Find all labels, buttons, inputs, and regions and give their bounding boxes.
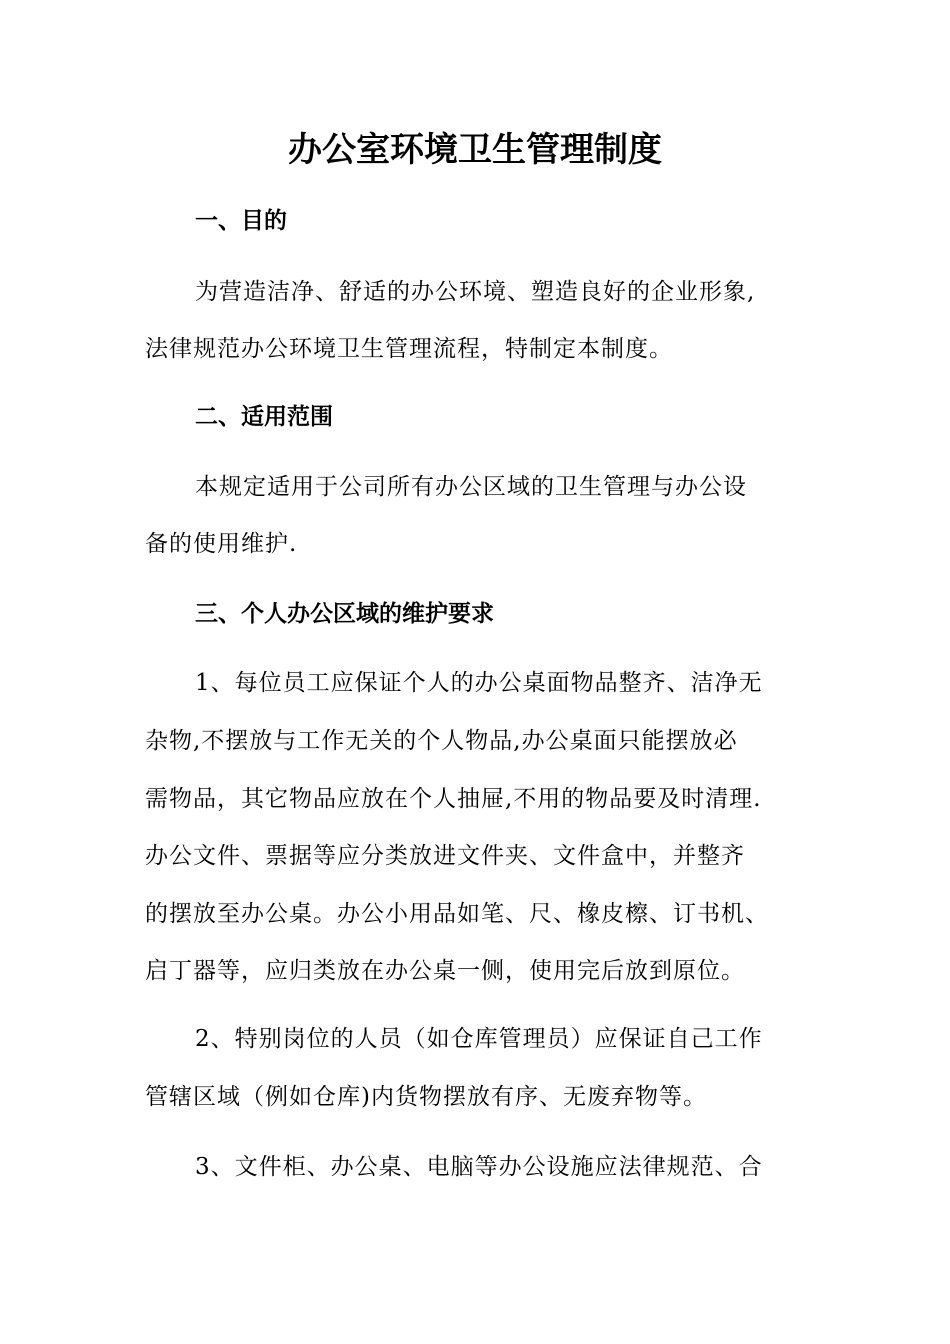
body-line: 管辖区域（例如仓库)内货物摆放有序、无废弃物等。 [145, 1084, 707, 1110]
body-line: 启丁器等，应归类放在办公桌一侧，使用完后放到原位。 [145, 958, 745, 984]
body-line: 为营造洁净、舒适的办公环境、塑造良好的企业形象, [195, 279, 756, 305]
body-line: 办公文件、票据等应分类放进文件夹、文件盒中，并整齐 [145, 843, 745, 869]
body-line: 备的使用维护. [145, 531, 298, 557]
body-line: 1、每位员工应保证个人的办公桌面物品整齐、洁净无 [195, 670, 763, 696]
body-line: 需物品，其它物品应放在个人抽屉,不用的物品要及时清理. [145, 786, 762, 812]
section-heading-personal-area: 三、个人办公区域的维护要求 [195, 600, 494, 627]
section-heading-purpose: 一、目的 [195, 207, 287, 234]
body-line: 2、特别岗位的人员（如仓库管理员）应保证自己工作 [195, 1026, 763, 1052]
body-line: 本规定适用于公司所有办公区域的卫生管理与办公设 [195, 474, 747, 500]
body-line: 3、文件柜、办公桌、电脑等办公设施应法律规范、合 [195, 1154, 763, 1180]
document-title: 办公室环境卫生管理制度 [288, 130, 662, 170]
section-heading-scope: 二、适用范围 [195, 403, 333, 430]
body-line: 的摆放至办公桌。办公小用品如笔、尺、橡皮檫、订书机、 [145, 901, 769, 927]
body-line: 法律规范办公环境卫生管理流程，特制定本制度。 [145, 336, 673, 362]
body-line: 杂物,不摆放与工作无关的个人物品,办公桌面只能摆放必 [145, 728, 738, 754]
